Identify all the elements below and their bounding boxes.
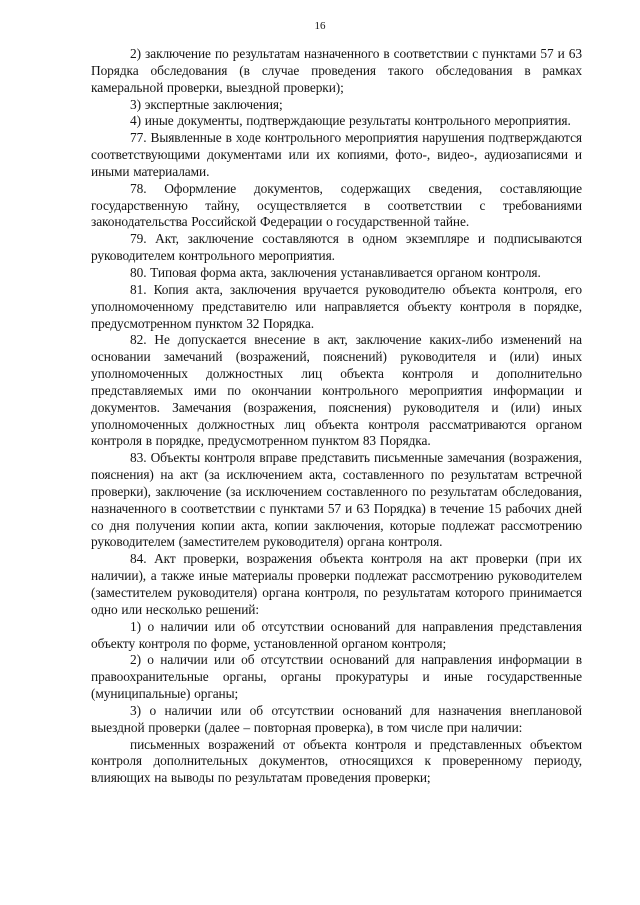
paragraph-item-2-conclusion: 2) заключение по результатам назначенного в соответствии с пунктами 57 и 63 Порядка обследования (в случае проведения такого обследования в рамках камеральной проверки, выездной проверки); (91, 46, 582, 95)
paragraph-78: 78. Оформление документов, содержащих сведения, составляющие государственную тайну, осуществляется в соответствии с требованиями законодательства Российской Федерации о государственной тайне. (91, 180, 582, 230)
paragraph-item-3-expert-conclusions: 3) экспертные заключения; (130, 96, 283, 112)
paragraph-84: 84. Акт проверки, возражения объекта контроля на акт проверки (при их наличии), а также иные материалы проверки подлежат рассмотрению руководителем (заместителем руководителя) органа контроля, по результатам которого принимается одно или несколько решений: (91, 551, 582, 617)
paragraph-83: 83. Объекты контроля вправе представить письменные замечания (возражения, пояснения) на акт (за исключением акта, составленного по результатам встречной проверки), заключение (за исключением составленного по результатам обследования, назначенного в соответствии с пунктами 57 и 63 Порядка) в течение 15 рабочих дней со дня получения копии акта, копии заключения, которые подлежат рассмотрению руководителем (заместителем руководителя) органа контроля. (91, 450, 582, 550)
paragraph-82: 82. Не допускается внесение в акт, заключение каких-либо изменений на основании замечаний (возражений, пояснений) руководителя и (или) иных уполномоченных должностных лиц объекта контроля и дополнительно представляемых ими по окончании контрольного мероприятия информации и документов. Замечания (возражения, пояснения) руководителя и (или) иных уполномоченных должностных лиц объекта контроля рассматриваются органом контроля в порядке, предусмотренном пунктом 83 Порядка. (91, 332, 582, 449)
paragraph-84-item-1: 1) о наличии или об отсутствии оснований для направления представления объекту контроля по форме, установленной органом контроля; (91, 618, 582, 651)
paragraph-84-item-3: 3) о наличии или об отсутствии оснований для назначения внеплановой выездной проверки (далее – повторная проверка), в том числе при наличии: (91, 702, 582, 735)
paragraph-84-item-3-condition: письменных возражений от объекта контроля и представленных объектом контроля дополнительных документов, относящихся к проверенному периоду, влияющих на выводы по результатам проведения проверки; (91, 736, 582, 786)
paragraph-81: 81. Копия акта, заключения вручается руководителю объекта контроля, его уполномоченному представителю или направляется объекту контроля в порядке, предусмотренном пунктом 32 Порядка. (91, 281, 582, 331)
paragraph-80: 80. Типовая форма акта, заключения устанавливается органом контроля. (130, 264, 541, 280)
paragraph-77: 77. Выявленные в ходе контрольного мероприятия нарушения подтверждаются соответствующими документами или их копиями, фото-, видео-, аудиозаписями и иными материалами. (91, 130, 582, 179)
page-number: 16 (314, 20, 326, 32)
paragraph-79: 79. Акт, заключение составляются в одном экземпляре и подписываются руководителем контрольного мероприятия. (91, 231, 582, 264)
paragraph-84-item-2: 2) о наличии или об отсутствии оснований для направления информации в правоохранительные органы, органы прокуратуры и иные государственные (муниципальные) органы; (91, 652, 582, 702)
paragraph-item-4-other-documents: 4) иные документы, подтверждающие результаты контрольного мероприятия. (130, 113, 571, 129)
document-body (91, 46, 582, 787)
